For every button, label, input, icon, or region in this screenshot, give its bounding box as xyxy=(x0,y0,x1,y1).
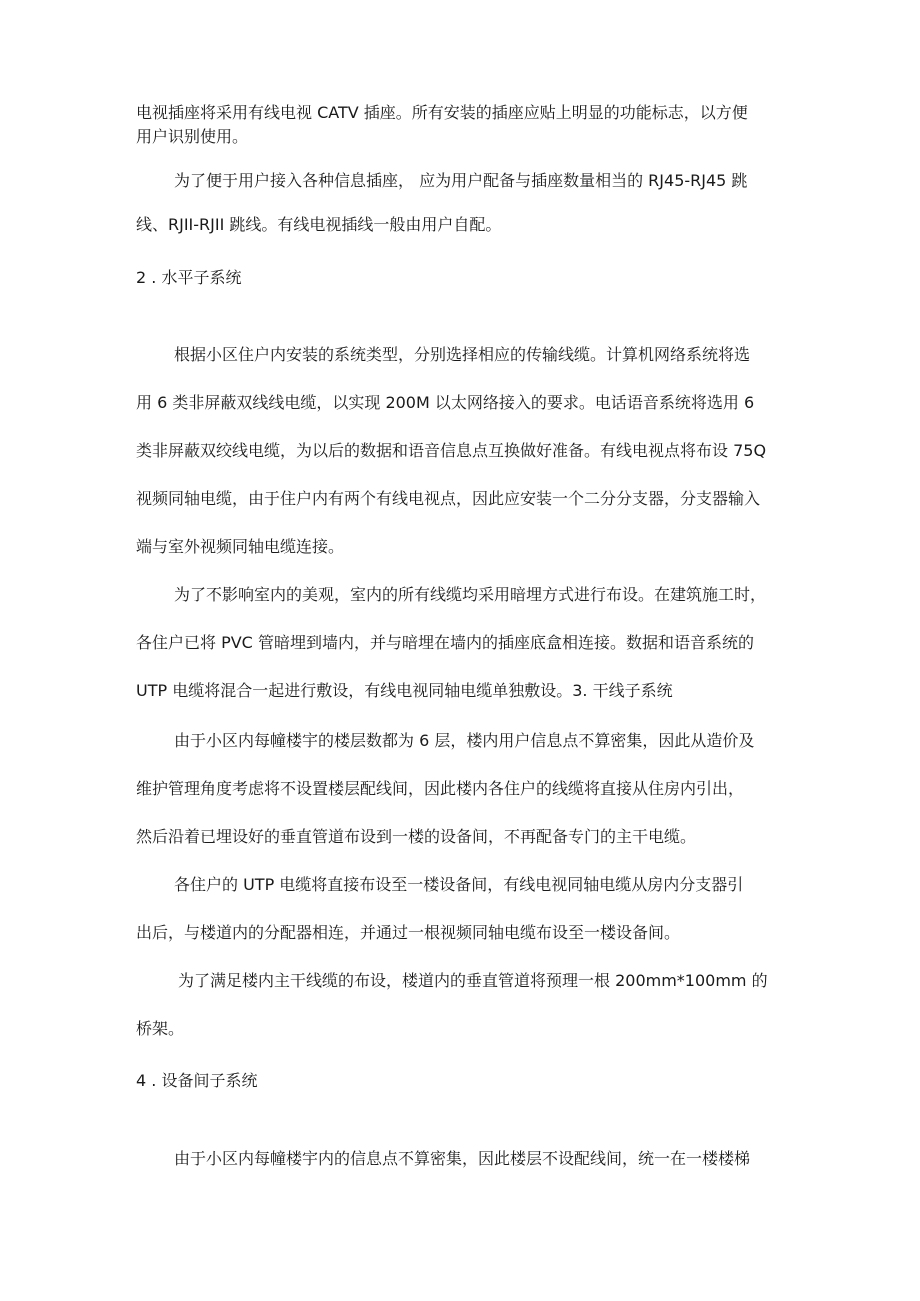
text-line: 出后，与楼道内的分配器相连，并通过一根视频同轴电缆布设至一楼设备间。 xyxy=(136,923,681,942)
text-line: 用 6 类非屏蔽双线线电缆，以实现 200M 以太网络接入的要求。电话语音系统将选用 6 xyxy=(136,393,755,412)
text-line: 为了不影响室内的美观，室内的所有线缆均采用暗埋方式进行布设。在建筑施工时， xyxy=(174,585,767,604)
text-line: 桥架。 xyxy=(136,1019,185,1038)
text-line: 维护管理角度考虑将不设置楼层配线间，因此楼内各住户的线缆将直接从住房内引出， xyxy=(136,779,745,798)
text-line: 端与室外视频同轴电缆连接。 xyxy=(136,537,345,556)
text-line: 线、RJII-RJII 跳线。有线电视插线一般由用户自配。 xyxy=(136,215,502,234)
text-line: 根据小区住户内安装的系统类型，分别选择相应的传输线缆。计算机网络系统将选 xyxy=(174,345,751,364)
section-heading: 4 . 设备间子系统 xyxy=(136,1071,258,1090)
text-line: 各住户的 UTP 电缆将直接布设至一楼设备间，有线电视同轴电缆从房内分支器引 xyxy=(174,875,744,894)
text-line: 类非屏蔽双绞线电缆，为以后的数据和语音信息点互换做好准备。有线电视点将布设 75Q xyxy=(136,441,767,460)
text-line: 用户识别使用。 xyxy=(136,127,249,146)
text-line: 由于小区内每幢楼宇的楼层数都为 6 层，楼内用户信息点不算密集，因此从造价及 xyxy=(174,731,755,750)
text-line: 由于小区内每幢楼宇内的信息点不算密集，因此楼层不设配线间，统一在一楼楼梯 xyxy=(174,1149,751,1168)
text-line: UTP 电缆将混合一起进行敷设，有线电视同轴电缆单独敷设。3. 干线子系统 xyxy=(136,681,673,700)
text-line: 电视插座将采用有线电视 CATV 插座。所有安装的插座应贴上明显的功能标志，以方便 xyxy=(136,103,748,122)
text-line: 视频同轴电缆，由于住户内有两个有线电视点，因此应安装一个二分分支器，分支器输入 xyxy=(136,489,761,508)
text-line: 为了便于用户接入各种信息插座， 应为用户配备与插座数量相当的 RJ45-RJ45 跳 xyxy=(174,171,748,190)
section-heading: 2 . 水平子系统 xyxy=(136,268,242,287)
text-line: 然后沿着已埋设好的垂直管道布设到一楼的设备间，不再配备专门的主干电缆。 xyxy=(136,827,697,846)
text-line: 各住户已将 PVC 管暗埋到墙内，并与暗埋在墙内的插座底盒相连接。数据和语音系统的 xyxy=(136,633,754,652)
text-line: 为了满足楼内主干线缆的布设，楼道内的垂直管道将预理一根 200mm*100mm 的 xyxy=(178,971,768,990)
